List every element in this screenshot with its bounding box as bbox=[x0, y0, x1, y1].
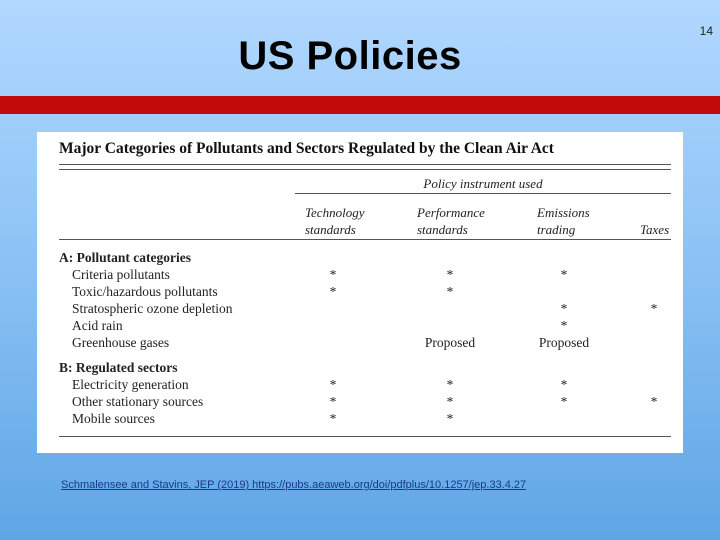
row-label: Other stationary sources bbox=[72, 394, 204, 409]
table-row bbox=[37, 334, 683, 351]
table-row bbox=[37, 283, 683, 300]
table-cell: * bbox=[560, 301, 568, 316]
table-cell: * bbox=[446, 377, 454, 392]
table-rule-top-second bbox=[59, 169, 671, 170]
column-header-line: Performance bbox=[417, 205, 485, 220]
table-group-header: Policy instrument used bbox=[423, 176, 543, 191]
table-section-row bbox=[37, 359, 683, 376]
pollutant-policy-table bbox=[37, 132, 683, 453]
table-cell: * bbox=[329, 267, 337, 282]
row-label: Mobile sources bbox=[72, 411, 155, 426]
table-rule-top bbox=[59, 164, 671, 165]
table-cell: * bbox=[329, 411, 337, 426]
column-header-line: Emissions bbox=[537, 205, 590, 220]
row-label: B: Regulated sectors bbox=[59, 360, 178, 375]
column-header-line: standards bbox=[305, 222, 356, 237]
table-cell: * bbox=[329, 284, 337, 299]
slide-title: US Policies bbox=[238, 34, 462, 78]
table-group-rule bbox=[295, 193, 671, 194]
table-cell: * bbox=[446, 284, 454, 299]
column-header-taxes bbox=[640, 221, 669, 238]
row-label: Greenhouse gases bbox=[72, 335, 170, 350]
column-header-line: Taxes bbox=[640, 222, 670, 237]
table-cell: * bbox=[650, 394, 658, 409]
table-row bbox=[37, 317, 683, 334]
column-header-performance-standards bbox=[417, 204, 485, 238]
row-label: Criteria pollutants bbox=[72, 267, 170, 282]
slide-number: 14 bbox=[699, 24, 713, 38]
table-cell: * bbox=[329, 377, 337, 392]
table-rule-bottom bbox=[59, 436, 671, 437]
column-header-line: standards bbox=[417, 222, 468, 237]
row-label: Acid rain bbox=[72, 318, 123, 333]
table-cell: Proposed bbox=[424, 335, 476, 350]
table-row bbox=[37, 410, 683, 427]
table-title: Major Categories of Pollutants and Sectors Regulated by the Clean Air Act bbox=[59, 140, 554, 157]
table-cell: * bbox=[446, 267, 454, 282]
table-cell: * bbox=[446, 411, 454, 426]
table-row bbox=[37, 393, 683, 410]
row-label: Toxic/hazardous pollutants bbox=[72, 284, 218, 299]
table-row bbox=[37, 300, 683, 317]
table-cell: * bbox=[446, 394, 454, 409]
table-cell: * bbox=[560, 377, 568, 392]
column-header-technology-standards bbox=[305, 204, 364, 238]
table-row bbox=[37, 376, 683, 393]
table-section-row bbox=[37, 249, 683, 266]
column-header-emissions-trading bbox=[537, 204, 590, 238]
row-label: Stratospheric ozone depletion bbox=[72, 301, 233, 316]
table-cell: * bbox=[560, 318, 568, 333]
source-citation-link[interactable]: Schmalensee and Stavins, JEP (2019) https://pubs.aeaweb.org/doi/pdfplus/10.1257/jep.33.4.27 bbox=[61, 479, 527, 491]
table-cell: * bbox=[329, 394, 337, 409]
row-label: Electricity generation bbox=[72, 377, 189, 392]
title-divider-bar bbox=[0, 96, 720, 114]
column-header-line: trading bbox=[537, 222, 576, 237]
table-cell: * bbox=[560, 394, 568, 409]
column-header-line: Technology bbox=[305, 205, 365, 220]
row-label: A: Pollutant categories bbox=[59, 250, 191, 265]
table-header-rule bbox=[59, 239, 671, 240]
table-cell: Proposed bbox=[538, 335, 590, 350]
table-row bbox=[37, 266, 683, 283]
table-cell: * bbox=[560, 267, 568, 282]
table-cell: * bbox=[650, 301, 658, 316]
